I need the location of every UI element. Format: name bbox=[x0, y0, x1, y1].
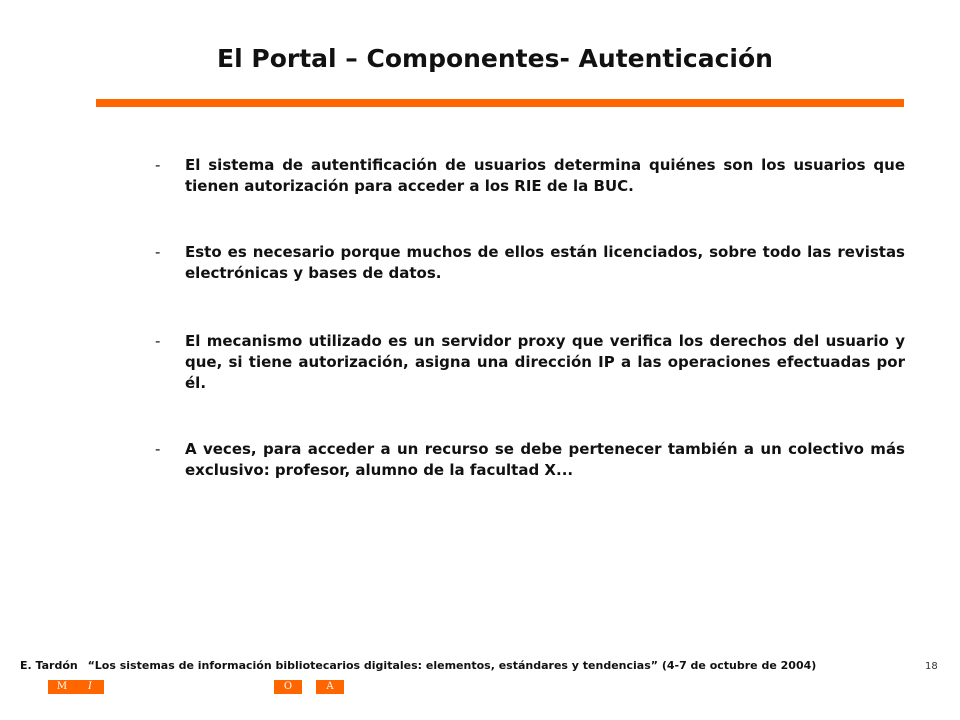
nav-button-o[interactable]: O bbox=[274, 680, 302, 694]
bullet-text: El mecanismo utilizado es un servidor proxy que verifica los derechos del usuario y que, si tiene autorización, asigna una dirección IP a las operaciones efectuadas por él. bbox=[185, 332, 905, 392]
bullet-list bbox=[155, 155, 905, 526]
bullet-item-authentication bbox=[155, 155, 905, 197]
slide-title: El Portal – Componentes- Autenticación bbox=[217, 44, 773, 73]
bullet-text: El sistema de autentificación de usuarios determina quiénes son los usuarios que tienen autorización para acceder a los RIE de la BUC. bbox=[185, 156, 905, 195]
title-underline-bar bbox=[96, 99, 904, 107]
footer-citation-text: “Los sistemas de información bibliotecarios digitales: elementos, estándares y tendencias” (4-7 de octubre de 2004) bbox=[87, 659, 817, 672]
nav-button-m[interactable]: M bbox=[48, 680, 76, 694]
bullet-item-proxy bbox=[155, 331, 905, 394]
nav-button-a[interactable]: A bbox=[316, 680, 344, 694]
bullet-text: A veces, para acceder a un recurso se debe pertenecer también a un colectivo más exclusivo: profesor, alumno de la facultad X... bbox=[185, 440, 905, 479]
footer-author: E. Tardón bbox=[20, 659, 78, 672]
bullet-dash: - bbox=[155, 440, 161, 458]
bullet-dash: - bbox=[155, 332, 161, 350]
bullet-dash: - bbox=[155, 243, 161, 261]
bullet-text: Esto es necesario porque muchos de ellos están licenciados, sobre todo las revistas electrónicas y bases de datos. bbox=[185, 243, 905, 282]
footer-citation bbox=[20, 659, 816, 672]
page-number: 18 bbox=[925, 661, 938, 672]
bullet-item-licensing bbox=[155, 242, 905, 284]
bullet-dash: - bbox=[155, 156, 161, 174]
bullet-item-exclusive-groups bbox=[155, 439, 905, 481]
nav-button-i[interactable]: I bbox=[76, 680, 104, 694]
